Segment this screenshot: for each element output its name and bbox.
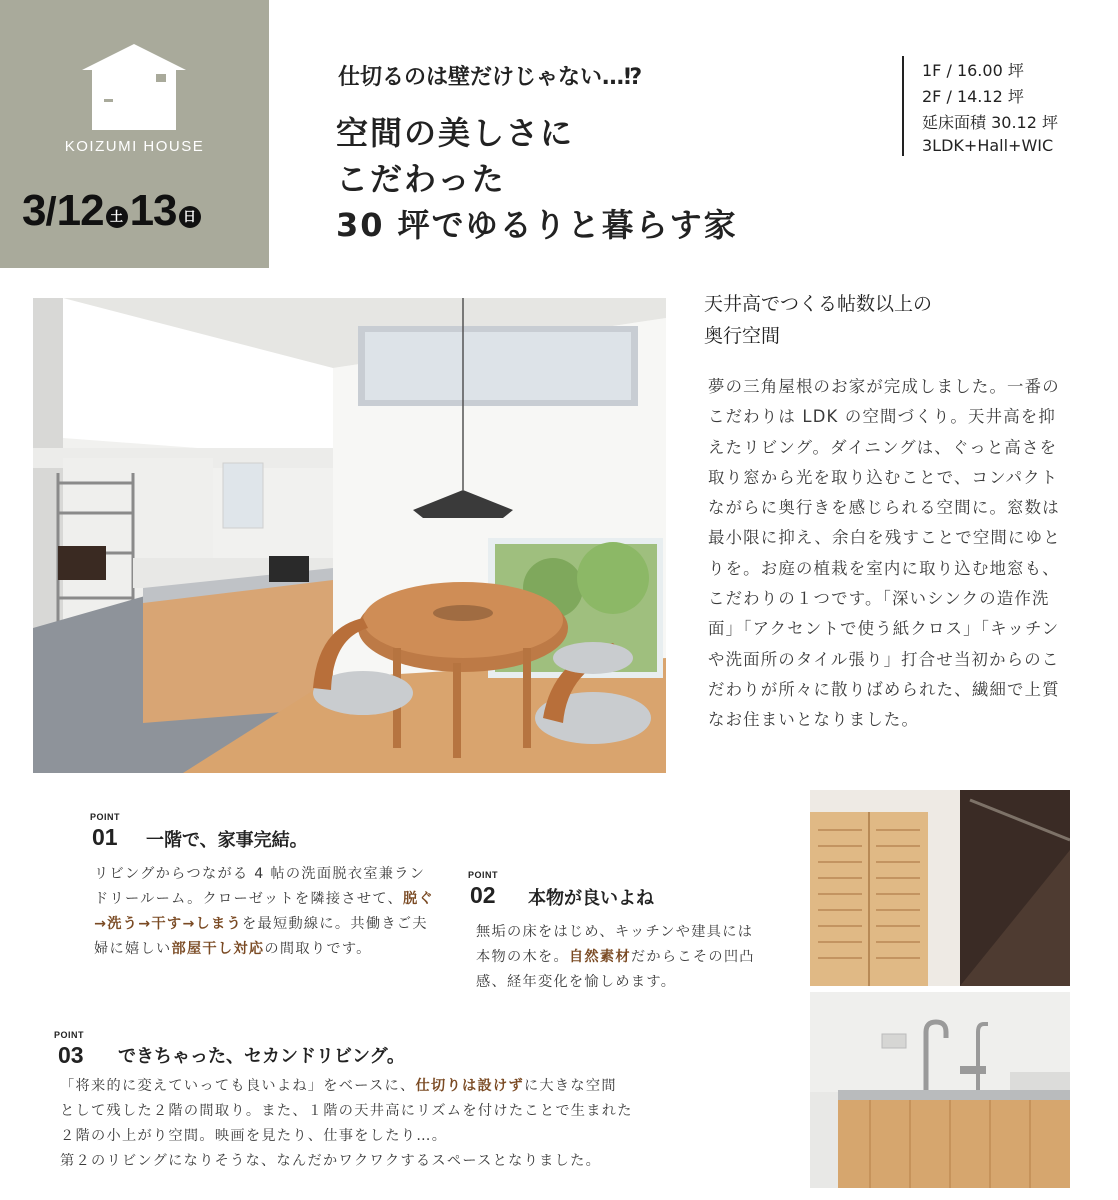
point-03-line-3: ２階の小上がり空間。映画を見たり、仕事をしたり…。	[60, 1128, 448, 1144]
spec-total-area: 延床面積 30.12 坪	[922, 113, 1058, 132]
spec-1f: 1F / 16.00 坪	[922, 61, 1024, 80]
point-03-highlight-1: 仕切りは設けず	[415, 1078, 524, 1094]
point-01-highlight-1: 脱ぐ→洗う→干す→しまう	[94, 891, 435, 932]
spec-2f: 2F / 14.12 坪	[922, 87, 1024, 106]
headline-subtitle: 仕切るのは壁だけじゃない…⁉	[338, 65, 643, 90]
point-02-highlight-1: 自然素材	[568, 949, 631, 965]
point-02-text-2: だからこその凹凸感、経年変化を愉しめます。	[476, 949, 755, 990]
point-01-text-2: を最短動線に。共働きご夫婦に嬉しい	[94, 916, 428, 957]
point-03-text-2: に大きな空間	[523, 1078, 617, 1094]
wash-basin-photo	[810, 992, 1070, 1188]
point-01-highlight-2: 部屋干し対応	[171, 941, 265, 957]
intro-heading-line-2: 奥行空間	[704, 325, 781, 347]
date-day-1: 12	[56, 186, 104, 235]
point-02-text-1: 無垢の床をはじめ、キッチンや建具には本物の木を。	[476, 924, 754, 965]
spec-layout: 3LDK+Hall+WIC	[922, 136, 1054, 155]
point-02-tag: POINT	[468, 870, 499, 880]
point-03-text-1: 「将来的に変えていっても良いよね」をベースに、	[60, 1078, 416, 1094]
weekday-badge-2: 日	[179, 206, 201, 228]
brand-block	[0, 0, 269, 268]
event-date	[22, 186, 203, 236]
point-01-title: 一階で、家事完結。	[146, 830, 308, 851]
date-month: 3	[22, 186, 46, 235]
point-01-text-1: リビングからつながる 4 帖の洗面脱衣室兼ランドリールーム。クローゼットを隣接させて、	[94, 866, 426, 907]
headline-title-line-3: 30 坪でゆるりと暮らす家	[336, 206, 738, 244]
brand-name: KOIZUMI HOUSE	[64, 138, 205, 155]
point-03-body	[60, 1074, 760, 1174]
headline-title-line-2: こだわった	[336, 160, 506, 198]
date-day-2: 13	[129, 186, 177, 235]
point-02-title: 本物が良いよね	[528, 888, 654, 909]
point-03-tag: POINT	[54, 1030, 85, 1040]
point-03-line-1	[60, 1074, 760, 1099]
spec-divider	[902, 56, 904, 156]
point-03-line-4: 第２のリビングになりそうな、なんだかワクワクするスペースとなりました。	[60, 1153, 602, 1169]
point-02-body	[476, 920, 766, 995]
intro-heading-line-1: 天井高でつくる帖数以上の	[704, 293, 933, 315]
point-03-number: 03	[58, 1042, 84, 1068]
point-01-tag: POINT	[90, 812, 121, 822]
point-01-number: 01	[92, 824, 118, 850]
intro-body: 夢の三角屋根のお家が完成しました。一番のこだわりは LDK の空間づくり。天井高を抑えたリビング。ダイニングは、ぐっと高さを取り窓から光を取り込むことで、コンパクトながらに奥行きを感じられる空間に。窓数は最小限に抑え、余白を残すことで空間にゆとりを。お庭の植栽を室内に取り込む地窓も、こだわりの１つです。「深いシンクの造作洗面」「アクセントで使う紙クロス」「キッチンや洗面所のタイル張り」打合せ当初からのこだわりが所々に散りばめられた、繊細で上質なお住まいとなりました。	[708, 377, 1061, 730]
louver-door-photo	[810, 790, 1070, 986]
point-03-line-2: として残した２階の間取り。また、１階の天井高にリズムを付けたことで生まれた	[60, 1103, 633, 1119]
point-03-title: できちゃった、セカンドリビング。	[118, 1046, 405, 1067]
point-01-text-3: の間取りです。	[264, 941, 372, 957]
intro-heading	[704, 288, 932, 352]
weekday-badge-1: 土	[106, 206, 128, 228]
point-02-number: 02	[470, 882, 496, 908]
point-01-body	[94, 862, 436, 962]
house-logo-icon	[82, 44, 186, 132]
dining-kitchen-photo	[33, 298, 666, 773]
headline-title-line-1: 空間の美しさに	[336, 114, 575, 152]
date-slash: /	[45, 190, 57, 234]
